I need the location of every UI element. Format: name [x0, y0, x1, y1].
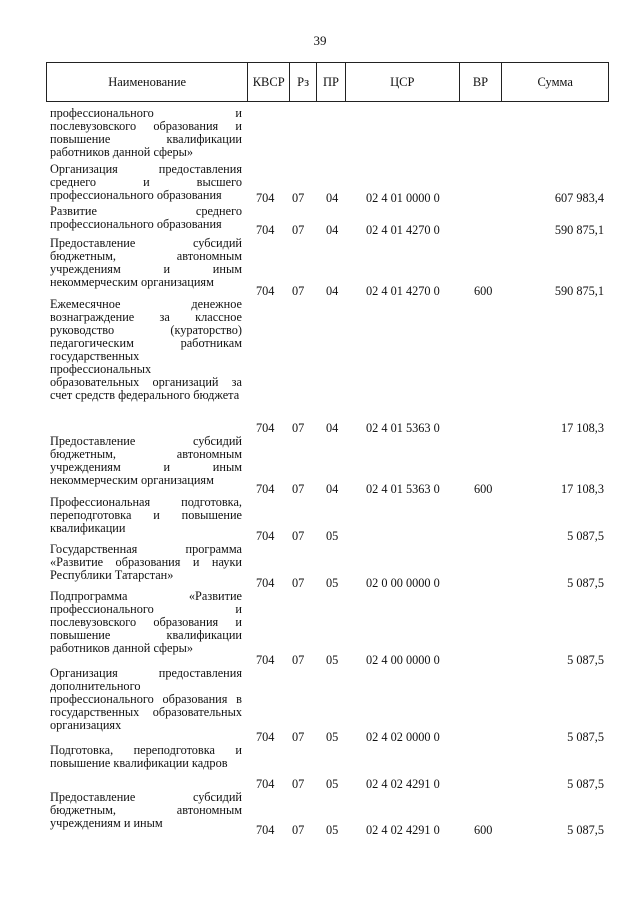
row-kvsr: 704 — [256, 653, 275, 667]
table-row — [0, 205, 640, 237]
row-sum: 5 087,5 — [567, 653, 604, 667]
header-rz: Рз — [290, 63, 317, 101]
row-sum: 590 875,1 — [554, 223, 604, 237]
row-rz: 07 — [292, 730, 305, 744]
row-pr: 04 — [326, 191, 339, 205]
row-pr: 05 — [326, 730, 339, 744]
row-csr: 02 4 02 4291 0 — [366, 777, 440, 791]
table-row — [0, 667, 640, 744]
row-csr: 02 4 02 4291 0 — [366, 823, 440, 837]
row-pr: 05 — [326, 777, 339, 791]
row-csr: 02 0 00 0000 0 — [366, 576, 440, 590]
row-sum: 590 875,1 — [554, 284, 604, 298]
row-name: Предоставление субсидий бюджетным, автономным учреждениям и иным некоммерческим организациям — [50, 236, 242, 289]
table-row — [0, 496, 640, 543]
table-row — [0, 435, 640, 496]
row-sum: 5 087,5 — [567, 823, 604, 837]
header-kvsr: КВСР — [248, 63, 290, 101]
row-rz: 07 — [292, 823, 305, 837]
page-number: 39 — [313, 33, 327, 48]
row-kvsr: 704 — [256, 823, 275, 837]
row-csr: 02 4 01 4270 0 — [366, 223, 440, 237]
row-sum: 5 087,5 — [567, 730, 604, 744]
row-name: Организация предоставления среднего и высшего профессионального образования — [50, 162, 242, 202]
row-vr: 600 — [474, 823, 493, 837]
header-name: Наименование — [47, 63, 248, 101]
row-rz: 07 — [292, 223, 305, 237]
table-row — [0, 237, 640, 298]
row-name: Организация предоставления дополнительного профессионального образования в государственных образовательных организациях — [50, 666, 242, 732]
table-body — [0, 107, 640, 837]
row-name: профессионального и послевузовского образования и повышение квалификации работников данной сферы» — [50, 106, 242, 159]
row-rz: 07 — [292, 576, 305, 590]
row-pr: 04 — [326, 223, 339, 237]
row-kvsr: 704 — [256, 576, 275, 590]
row-csr: 02 4 01 5363 0 — [366, 482, 440, 496]
row-kvsr: 704 — [256, 777, 275, 791]
row-rz: 07 — [292, 421, 305, 435]
row-name: Профессиональная подготовка, переподготовка и повышение квалификации — [50, 495, 242, 535]
row-pr: 05 — [326, 576, 339, 590]
header-csr: ЦСР — [346, 63, 460, 101]
row-kvsr: 704 — [256, 191, 275, 205]
table-row — [0, 744, 640, 791]
table-row — [0, 590, 640, 667]
row-name: Подготовка, переподготовка и повышение квалификации кадров — [50, 743, 242, 770]
row-rz: 07 — [292, 529, 305, 543]
row-kvsr: 704 — [256, 421, 275, 435]
row-rz: 07 — [292, 777, 305, 791]
row-name: Предоставление субсидий бюджетным, автономным учреждениям и иным некоммерческим организациям — [50, 434, 242, 487]
row-csr: 02 4 02 0000 0 — [366, 730, 440, 744]
table-row — [0, 298, 640, 435]
row-name: Подпрограмма «Развитие профессионального и послевузовского образования и повышение квалификации работников данной сферы» — [50, 589, 242, 655]
row-pr: 04 — [326, 284, 339, 298]
row-pr: 04 — [326, 482, 339, 496]
row-rz: 07 — [292, 653, 305, 667]
row-vr: 600 — [474, 284, 493, 298]
row-sum: 17 108,3 — [560, 421, 604, 435]
row-pr: 05 — [326, 823, 339, 837]
header-pr: ПР — [317, 63, 346, 101]
row-rz: 07 — [292, 191, 305, 205]
row-vr: 600 — [474, 482, 493, 496]
header-vr: ВР — [460, 63, 503, 101]
table-row — [0, 163, 640, 205]
header-sum: Сумма — [537, 74, 573, 89]
row-sum: 5 087,5 — [567, 529, 604, 543]
row-sum: 17 108,3 — [560, 482, 604, 496]
row-name: Ежемесячное денежное вознаграждение за классное руководство (кураторство) педагогическим работникам государственных профессиональных образовательных организаций за счет средств федерального бюджета — [50, 297, 242, 402]
row-sum: 5 087,5 — [567, 777, 604, 791]
row-rz: 07 — [292, 482, 305, 496]
row-csr: 02 4 01 4270 0 — [366, 284, 440, 298]
row-csr: 02 4 00 0000 0 — [366, 653, 440, 667]
table-row — [0, 791, 640, 837]
row-kvsr: 704 — [256, 223, 275, 237]
row-csr: 02 4 01 0000 0 — [366, 191, 440, 205]
row-pr: 05 — [326, 529, 339, 543]
row-sum: 607 983,4 — [554, 191, 604, 205]
row-name: Государственная программа «Развитие образования и науки Республики Татарстан» — [50, 542, 242, 582]
row-rz: 07 — [292, 284, 305, 298]
row-csr: 02 4 01 5363 0 — [366, 421, 440, 435]
row-pr: 05 — [326, 653, 339, 667]
table-row — [0, 107, 640, 163]
table-row — [0, 543, 640, 590]
row-kvsr: 704 — [256, 529, 275, 543]
row-kvsr: 704 — [256, 730, 275, 744]
row-name: Развитие среднего профессионального образования — [50, 204, 242, 231]
row-name: Предоставление субсидий бюджетным, автономным учреждениям и иным — [50, 790, 242, 830]
row-sum: 5 087,5 — [567, 576, 604, 590]
row-pr: 04 — [326, 421, 339, 435]
row-kvsr: 704 — [256, 284, 275, 298]
row-kvsr: 704 — [256, 482, 275, 496]
table-header — [46, 62, 609, 102]
